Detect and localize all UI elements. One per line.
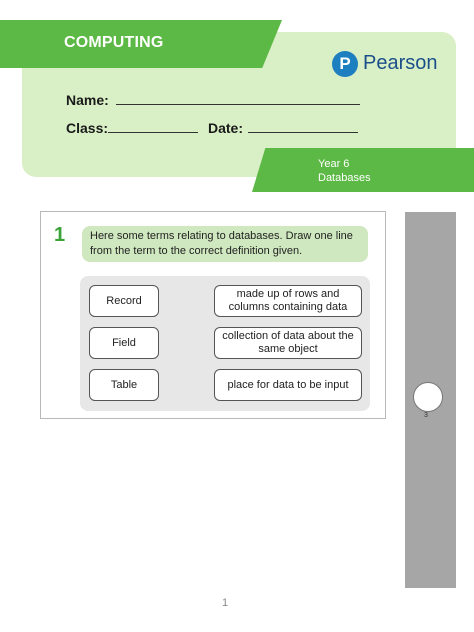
term-record[interactable]: Record <box>89 285 159 317</box>
date-label: Date: <box>208 120 244 136</box>
question-prompt: Here some terms relating to databases. Draw one line from the term to the correct definition given. <box>82 226 368 262</box>
class-field-line[interactable] <box>108 132 198 133</box>
name-field-line[interactable] <box>116 104 360 105</box>
sidebar-circle <box>413 382 443 412</box>
brand-name: Pearson <box>363 52 438 74</box>
sidebar-number: 3 <box>424 412 428 419</box>
topic-label: Databases <box>318 172 371 184</box>
subject-title: COMPUTING <box>64 34 164 51</box>
question-number: 1 <box>54 224 66 246</box>
year-topic-tag <box>252 148 474 192</box>
name-label: Name: <box>66 92 109 108</box>
definition-collection[interactable]: collection of data about the same object <box>214 327 362 359</box>
definition-rows-columns[interactable]: made up of rows and columns containing data <box>214 285 362 317</box>
date-field-line[interactable] <box>248 132 358 133</box>
page-number: 1 <box>222 597 229 609</box>
term-table[interactable]: Table <box>89 369 159 401</box>
term-field[interactable]: Field <box>89 327 159 359</box>
year-label: Year 6 <box>318 158 350 170</box>
class-label: Class: <box>66 120 109 136</box>
definition-input-place[interactable]: place for data to be input <box>214 369 362 401</box>
pearson-logo-icon: P <box>332 51 358 77</box>
